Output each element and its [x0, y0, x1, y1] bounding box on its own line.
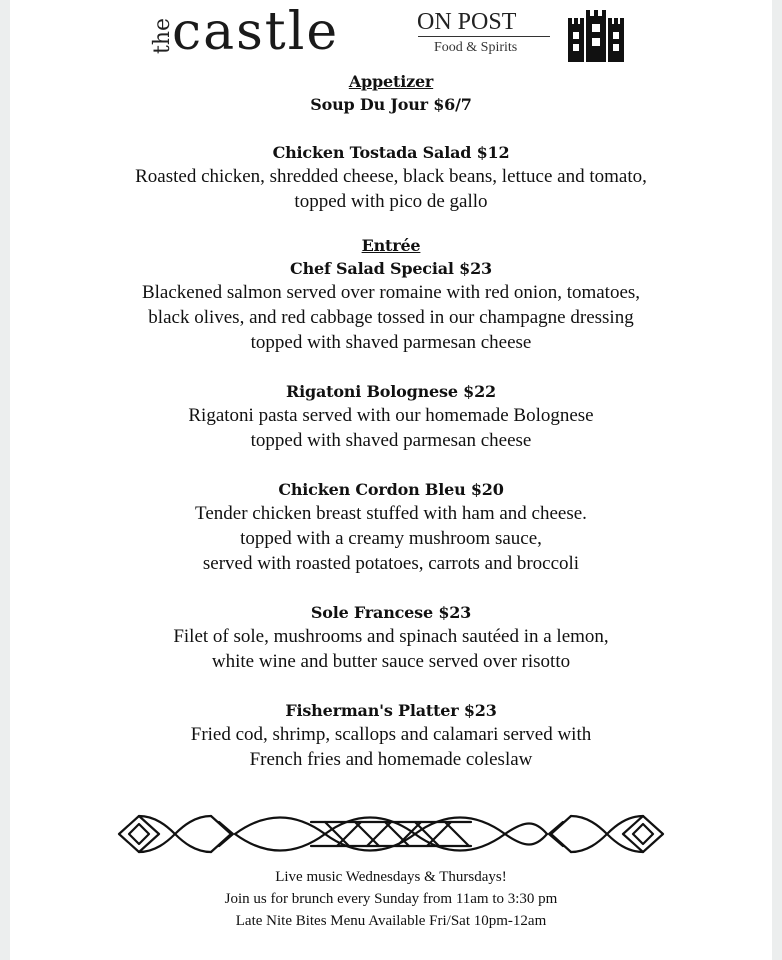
logo-on-post-text: ON POST [417, 9, 517, 35]
menu-item-sole [10, 601, 772, 674]
item-description: Rigatoni pasta served with our homemade Bolognese [188, 405, 594, 426]
logo-the-text: the [150, 17, 175, 55]
footer-line: Live music Wednesdays & Thursdays! [275, 869, 507, 885]
item-title: Chicken Tostada Salad $12 [272, 143, 510, 162]
footer-line: Join us for brunch every Sunday from 11am to 3:30 pm [224, 891, 558, 907]
item-description: white wine and butter sauce served over risotto [211, 651, 571, 672]
menu-item-tostada [10, 141, 772, 214]
item-description: Filet of sole, mushrooms and spinach sautéed in a lemon, [173, 626, 609, 647]
item-title: Rigatoni Bolognese $22 [286, 382, 496, 401]
menu-footer [10, 866, 772, 932]
item-title: Chicken Cordon Bleu $20 [278, 480, 504, 499]
item-title: Chef Salad Special $23 [290, 259, 492, 278]
item-description: Tender chicken breast stuffed with ham and cheese. [195, 503, 587, 524]
footer-line: Late Nite Bites Menu Available Fri/Sat 10pm-12am [235, 913, 547, 929]
item-description: topped with shaved parmesan cheese [250, 332, 532, 353]
restaurant-logo [150, 4, 630, 66]
appetizer-header: Appetizer [348, 72, 434, 91]
item-description: Fried cod, shrimp, scallops and calamari served with [190, 724, 592, 745]
menu-item-chef-salad [10, 257, 772, 355]
item-description: Blackened salmon served over romaine with red onion, tomatoes, [141, 282, 641, 303]
menu-item-platter [10, 699, 772, 772]
logo-tagline: Food & Spirits [434, 40, 518, 55]
item-description: served with roasted potatoes, carrots and broccoli [202, 553, 580, 574]
logo-castle-text: castle [172, 2, 340, 62]
item-description: French fries and homemade coleslaw [249, 749, 533, 770]
item-description: topped with pico de gallo [294, 191, 488, 212]
item-description: Roasted chicken, shredded cheese, black beans, lettuce and tomato, [135, 166, 647, 187]
item-title: Sole Francese $23 [310, 603, 472, 622]
item-description: topped with shaved parmesan cheese [250, 430, 532, 451]
celtic-knot-divider-icon [115, 808, 667, 860]
soup-du-jour: Soup Du Jour $6/7 [310, 95, 472, 114]
menu-content [10, 70, 772, 772]
castle-tower-icon [568, 10, 624, 62]
item-title: Fisherman's Platter $23 [285, 701, 497, 720]
item-description: topped with a creamy mushroom sauce, [240, 528, 542, 549]
menu-item-rigatoni [10, 380, 772, 453]
item-description: black olives, and red cabbage tossed in our champagne dressing [148, 307, 634, 328]
menu-page [10, 0, 772, 960]
logo-rule [418, 36, 550, 37]
menu-item-cordon-bleu [10, 478, 772, 576]
entree-header: Entrée [361, 236, 421, 255]
